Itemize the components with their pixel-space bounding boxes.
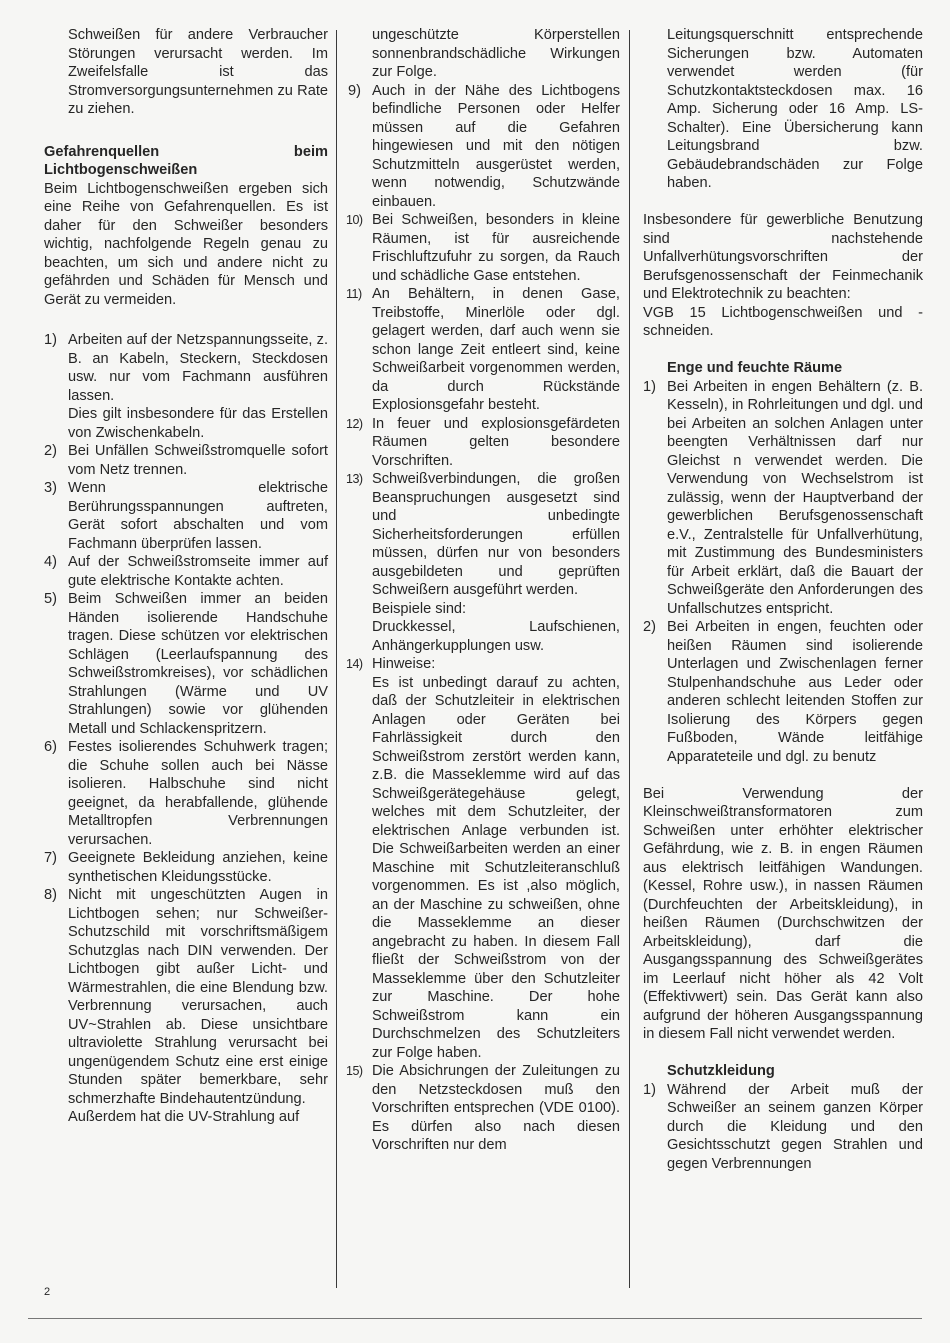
list-number: 11) — [346, 287, 362, 301]
list-number: 12) — [346, 416, 363, 431]
list-number: 2) — [44, 443, 57, 459]
list-item-text: Arbeiten auf der Netzspannungsseite, z. B. an Kabeln, Steckern, Steckdosen usw. nur vom Fachmann ausführen lassen. — [68, 332, 328, 404]
list-item — [348, 285, 620, 415]
list-number: 6) — [44, 739, 57, 755]
regulations-paragraph: Insbesondere für gewerbliche Benutzung sind nachstehende Unfallverhütungsvorschriften der Berufsgenossenschaft der Feinmechanik und Elektrotechnik zu beachten: — [643, 212, 923, 302]
page-number: 2 — [44, 1286, 51, 1298]
list-item-examples-label: Beispiele sind: — [372, 600, 467, 617]
continuation-paragraph: ungeschützte Körperstellen sonnenbrandschädliche Wirkungen zur Folge. — [372, 27, 620, 80]
list-item-text: Festes isolierendes Schuhwerk tragen; die Schuhe sollen auch bei Nässe isolieren. Halbschuhe sind nicht geeignet, da herabfallende, glühende Metalltropfen Verbrennungen verursachen. — [68, 739, 328, 848]
list-item-text: Bei Arbeiten in engen, feuchten oder heißen Räumen sind isolierende Unterlagen und Zwischenlagen ferner Stulpenhandschuhe aus Leder oder anderen schlecht leitenden Stoffen zur Isolierung des Körpers gegen Fußboden, Wände leitfähige Apparateteile und dgl. zu benutz — [667, 619, 923, 765]
list-item-text: Während der Arbeit muß der Schweißer an seinem ganzen Körper durch die Kleidung und den Gesichtsschutzt gegen Strahlen und gegen Verbrennungen — [667, 1081, 923, 1172]
column-left — [44, 26, 328, 1127]
list-item-text: Auch in der Nähe des Lichtbogens befindliche Personen oder Helfer müssen auf die Gefahren hingewiesen und mit den nötigen Schutzmitteln ausgerüstet werden, wenn notwendig, Schutzwände einbauen. — [372, 82, 620, 210]
list-number: 1) — [643, 378, 656, 395]
list-item — [44, 849, 328, 886]
list-number: 2) — [643, 619, 656, 635]
list-item-text: Beim Schweißen immer an beiden Händen isolierende Handschuhe tragen. Diese schützen vor elektrischen Schlägen (Leerlaufspannung des Schweißstromkreises), vor schädlichen Strahlungen (Wärme und UV Strahlungen) sowie vor glühenden Metall und Schlackenspritzern. — [68, 591, 328, 737]
list-item — [44, 590, 328, 738]
hazard-list — [44, 331, 328, 1127]
list-number: 8) — [44, 887, 57, 903]
list-item-note: Dies gilt insbesondere für das Erstellen von Zwischenkabeln. — [68, 406, 328, 441]
list-item — [44, 331, 328, 442]
list-item-text: Die Absichrungen der Zuleitungen zu den Netzsteckdosen muß den Vorschriften entsprechen (VDE 0100). Es dürfen also nach diesen Vorschriften nur dem — [372, 1063, 620, 1153]
list-item — [643, 1081, 923, 1174]
list-item — [643, 618, 923, 766]
list-item — [348, 211, 620, 285]
list-item — [643, 378, 923, 619]
list-item-text: Geeignete Bekleidung anziehen, keine synthetischen Kleidungsstücke. — [68, 850, 328, 885]
section-heading-enge-raeume: Enge und feuchte Räume — [667, 360, 843, 376]
section-heading-gefahrenquellen: Gefahrenquellen beim Lichtbogenschweißen — [44, 143, 328, 178]
column-divider — [336, 30, 337, 1288]
continuation-paragraph: Leitungsquerschnitt entsprechende Sicherungen bzw. Automaten verwendet werden (für Schutzkontaktsteckdosen max. 16 Amp. Sicherung oder 16 Amp. LS-Schalter). Eine Übersicherung kann Leitungsbrand bzw. Gebäudebrandschäden zur Folge haben. — [667, 27, 923, 191]
list-item — [348, 1062, 620, 1155]
list-item-text: Bei Arbeiten in engen Behältern (z. B. Kesseln), in Rohrleitungen und dgl. und bei Arbeiten an solchen Anlagen unter beengten Verhältnissen darf nur Gleichst n verwendet werden. Die Verwendung von Wechselstrom ist zulässig, wenn der Hauptverband der gewerblichen Berufsgenossenschaft e.V., Zentralstelle für Unfallverhütung, mit Zustimmung des Bundesministers für Arbeit erklärt, daß die Bauart der Schweißgeräte den Anforderungen des Unfallschutzes entspricht. — [667, 378, 923, 617]
list-item — [44, 479, 328, 553]
list-item-text: Bei Schweißen, besonders in kleine Räumen, ist für ausreichende Frischluftzufuhr zu sorgen, da Rauch und schädliche Gase entstehen. — [372, 212, 620, 284]
list-number: 14) — [346, 657, 363, 671]
list-item-text: Bei Unfällen Schweißstromquelle sofort vom Netz trennen. — [68, 443, 328, 478]
list-number: 3) — [44, 480, 57, 496]
list-item — [348, 415, 620, 471]
list-item-continuation: Außerdem hat die UV-Strahlung auf — [68, 1109, 300, 1125]
section-heading-schutzkleidung: Schutzkleidung — [667, 1063, 775, 1079]
column-divider — [629, 30, 630, 1288]
list-number: 9) — [348, 82, 361, 99]
confined-spaces-list — [643, 378, 923, 767]
bottom-rule — [28, 1318, 922, 1319]
list-number: 7) — [44, 850, 57, 866]
list-item-text: In feuer und explosionsgefärdeten Räumen gelten besondere Vorschriften. — [372, 415, 620, 469]
column-right — [643, 26, 923, 1173]
list-item — [348, 655, 620, 1062]
list-number: 15) — [346, 1064, 363, 1078]
intro-paragraph: Schweißen für andere Verbraucher Störungen verursacht werden. Im Zweifelsfalle ist das Stromversorgungsunternehmen zu Rate zu ziehen. — [68, 27, 328, 117]
list-item — [44, 553, 328, 590]
lead-paragraph: Beim Lichtbogenschweißen ergeben sich eine Reihe von Gefahrenquellen. Es ist daher für den Schweißer besonders wichtig, nachfolgende Regeln genau zu beachten, um sich und andere nicht zu gefährden und Schäden für Mensch und Gerät zu vermeiden. — [44, 180, 328, 308]
list-item — [348, 82, 620, 212]
list-item-text: Wenn elektrische Berührungsspannungen auftreten, Gerät sofort abschalten und vom Fachmann überprüfen lassen. — [68, 480, 328, 552]
list-item — [44, 442, 328, 479]
list-item-note: Es ist unbedingt darauf zu achten, daß der Schutzleiteir in elektrischen Anlagen oder Geräten bei Fahrlässigkeit durch den Schweißstrom zerstört werden kann, z.B. die Masseklemme wird auf das Schweißgerätegehäuse gelegt, welches mit dem Schutzleiter, der elektrischen Anlage verbunden ist. Die Schweißarbeiten werden an einer Maschine mit Schutzleiteranschluß vorgenommen. Es ist ,also möglich, an der Maschine zu schweißen, ohne die Masseklemme an dieser angebracht zu haben. In diesem Fall fließt der Schweißstrom von der Masseklemme über den Schutzleiter zur Maschine. Der hohe Schweißstrom kann ein Durchschmelzen des Schutzleiters zur Folge haben. — [372, 674, 620, 1061]
protective-clothing-list — [643, 1081, 923, 1174]
transformer-paragraph: Bei Verwendung der Kleinschweißtransformatoren zum Schweißen unter erhöhter elektrischer Gefährdung, wie z. B. in engen Räumen aus elektrisch leitfähigen Wandungen. (Kessel, Rohre usw.), in nassen Räumen (Durchfeuchten der Arbeitskleidung), in heißen Räumen (Durchschwitzen der Arbeitskleidung), darf die Ausgangsspannung des Schweißgerätes im Leerlauf nicht höher als 42 Volt (Effektivwert) sein. Das Gerät kann also aufgrund der höheren Ausgangsspannung in diesem Fall nicht verwendet werden. — [643, 785, 923, 1042]
regulation-reference: VGB 15 Lichtbogenschweißen und -schneiden. — [643, 304, 923, 339]
list-number: 13) — [346, 472, 363, 486]
list-item — [348, 470, 620, 655]
list-item-examples: Druckkessel, Laufschienen, Anhängerkupplungen usw. — [372, 619, 620, 654]
list-number: 10) — [346, 213, 363, 227]
hazard-list-continued — [348, 82, 620, 1155]
list-item — [44, 738, 328, 849]
list-number: 5) — [44, 591, 57, 607]
list-item-text: An Behältern, in denen Gase, Treibstoffe, Minerlöle oder dgl. gelagert werden, darf auch wenn sie schon lange Zeit entleert sind, keine Schweißarbeit vorgenommen werden, da durch Rückstände Explosionsgefahr besteht. — [372, 286, 620, 413]
list-item-text: Schweißverbindungen, die großen Beanspruchungen ausgesetzt sind und unbedingte Sicherheitsforderungen erfüllen müssen, dürfen nur von besonders ausgebildeten und geprüften Schweißern ausgeführt werden. — [372, 471, 620, 598]
list-item — [44, 886, 328, 1127]
list-number: 1) — [44, 332, 57, 348]
list-item-text: Hinweise: — [372, 656, 436, 672]
column-middle — [348, 26, 620, 1155]
list-item-text: Auf der Schweißstromseite immer auf gute elektrische Kontakte achten. — [68, 554, 328, 589]
list-number: 4) — [44, 554, 57, 570]
list-number: 1) — [643, 1081, 656, 1098]
list-item-text: Nicht mit ungeschützten Augen in Lichtbogen sehen; nur Schweißer-Schutzschild mit vorschriftsmäßigem Schutzglas nach DIN verwenden. Der Lichtbogen gibt außer Licht- und Wärmestrahlen, die eine Blendung bzw. Verbrennung verursachen, auch UV~Strahlen ab. Diese unsichtbare ultraviolette Strahlung verursacht bei ungenügendem Schutz eine erst einige Stunden später bemerkbare, sehr schmerzhafte Bindehautentzündung. — [68, 887, 328, 1107]
